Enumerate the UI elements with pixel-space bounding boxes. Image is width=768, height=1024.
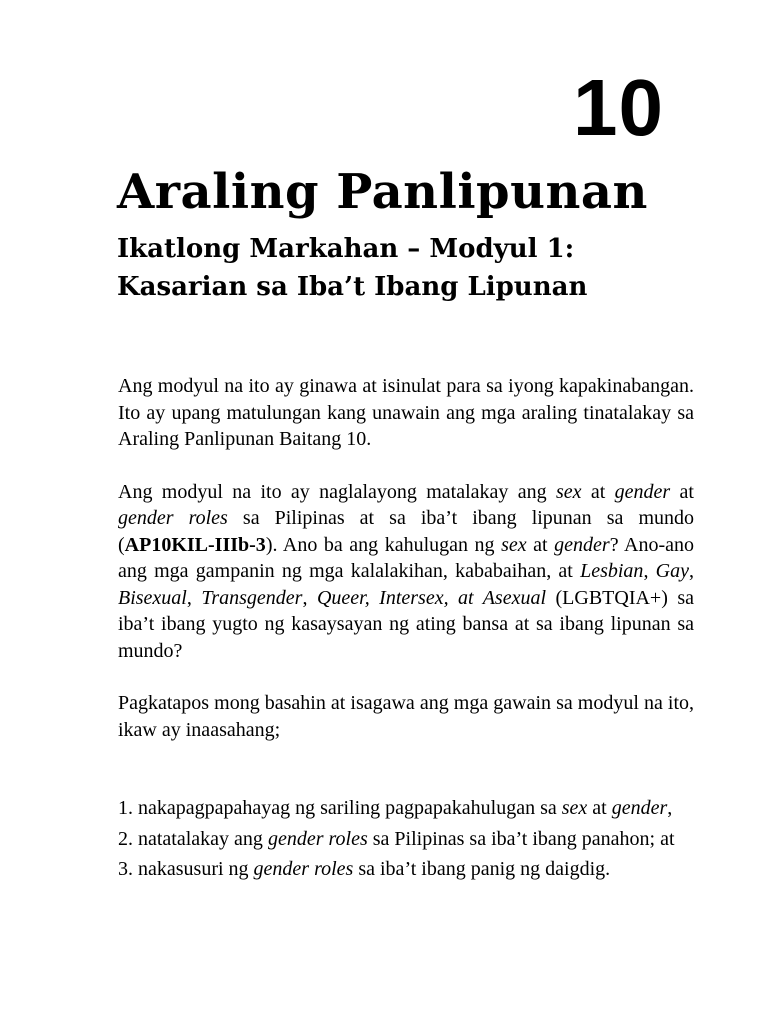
text-segment: ,: [302, 586, 317, 609]
term-bisexual: Bisexual: [118, 586, 187, 609]
term-lesbian: Lesbian: [580, 560, 644, 582]
text-segment: sa Pilipinas sa iba’t ibang panahon; at: [367, 827, 675, 850]
text-segment: Ang modyul na ito ay naglalayong matalakay ang: [118, 480, 556, 503]
text-segment: ,: [667, 797, 673, 819]
objective-item: [118, 826, 694, 853]
grade-number: 10: [573, 63, 664, 152]
subject-title: Araling Panlipunan: [117, 164, 648, 220]
module-body: [118, 373, 694, 887]
text-segment: at: [587, 797, 612, 819]
term-gender: gender: [614, 480, 671, 503]
text-segment: 2. natatalakay ang: [118, 827, 268, 850]
module-subtitle: [117, 230, 587, 306]
text-segment: at: [670, 480, 694, 503]
text-segment: sa iba’t ibang panig ng daigdig.: [353, 858, 611, 880]
term-transgender: Transgender: [201, 586, 303, 609]
intro-paragraph-2: [118, 479, 694, 665]
term-gender: gender: [554, 533, 610, 556]
term-queer-intersex-asexual: Queer, Intersex, at Asexual: [316, 586, 547, 609]
intro-paragraph-3: Pagkatapos mong basahin at isagawa ang mga gawain sa modyul na ito, ikaw ay inaasahang;: [118, 692, 694, 741]
objective-item: [118, 795, 694, 822]
term-sex: sex: [501, 533, 527, 556]
competency-code: AP10KIL-IIIb-3: [124, 533, 266, 556]
text-segment: ,: [186, 586, 202, 609]
text-segment: ? Ano-ano ang mga gampanin ng mga kalalakihan, kababaihan, at: [118, 533, 694, 582]
text-segment: 3. nakasusuri ng: [118, 858, 254, 880]
module-topic-label: Kasarian sa Iba’t Ibang Lipunan: [117, 272, 588, 302]
intro-paragraph-1: Ang modyul na ito ay ginawa at isinulat para sa iyong kapakinabangan. Ito ay upang matulungan kang unawain ang mga araling tinatalakay sa Araling Panlipunan Baitang 10.: [118, 375, 694, 450]
term-gender-roles: gender roles: [253, 858, 354, 880]
objective-item: [118, 856, 694, 883]
text-segment: 1. nakapagpapahayag ng sariling pagpapakahulugan sa: [118, 797, 562, 819]
text-segment: sa Pilipinas at sa iba’t ibang lipunan sa mundo (: [118, 507, 695, 556]
term-gender: gender: [611, 797, 668, 819]
text-segment: at: [581, 480, 615, 503]
term-gay: Gay: [655, 560, 689, 582]
quarter-module-label: Ikatlong Markahan – Modyul 1:: [117, 234, 575, 264]
term-gender-roles: gender roles: [118, 507, 228, 529]
term-sex: sex: [561, 797, 588, 819]
text-segment: ,: [643, 560, 656, 582]
term-sex: sex: [555, 480, 582, 503]
term-gender-roles: gender roles: [267, 827, 368, 850]
text-segment: ,: [689, 560, 694, 582]
text-segment: at: [526, 533, 555, 556]
text-segment: ). Ano ba ang kahulugan ng: [265, 533, 502, 556]
text-segment: (LGBTQIA+) sa iba’t ibang yugto ng kasaysayan ng ating bansa at sa ibang lipunan sa mundo?: [118, 586, 694, 662]
